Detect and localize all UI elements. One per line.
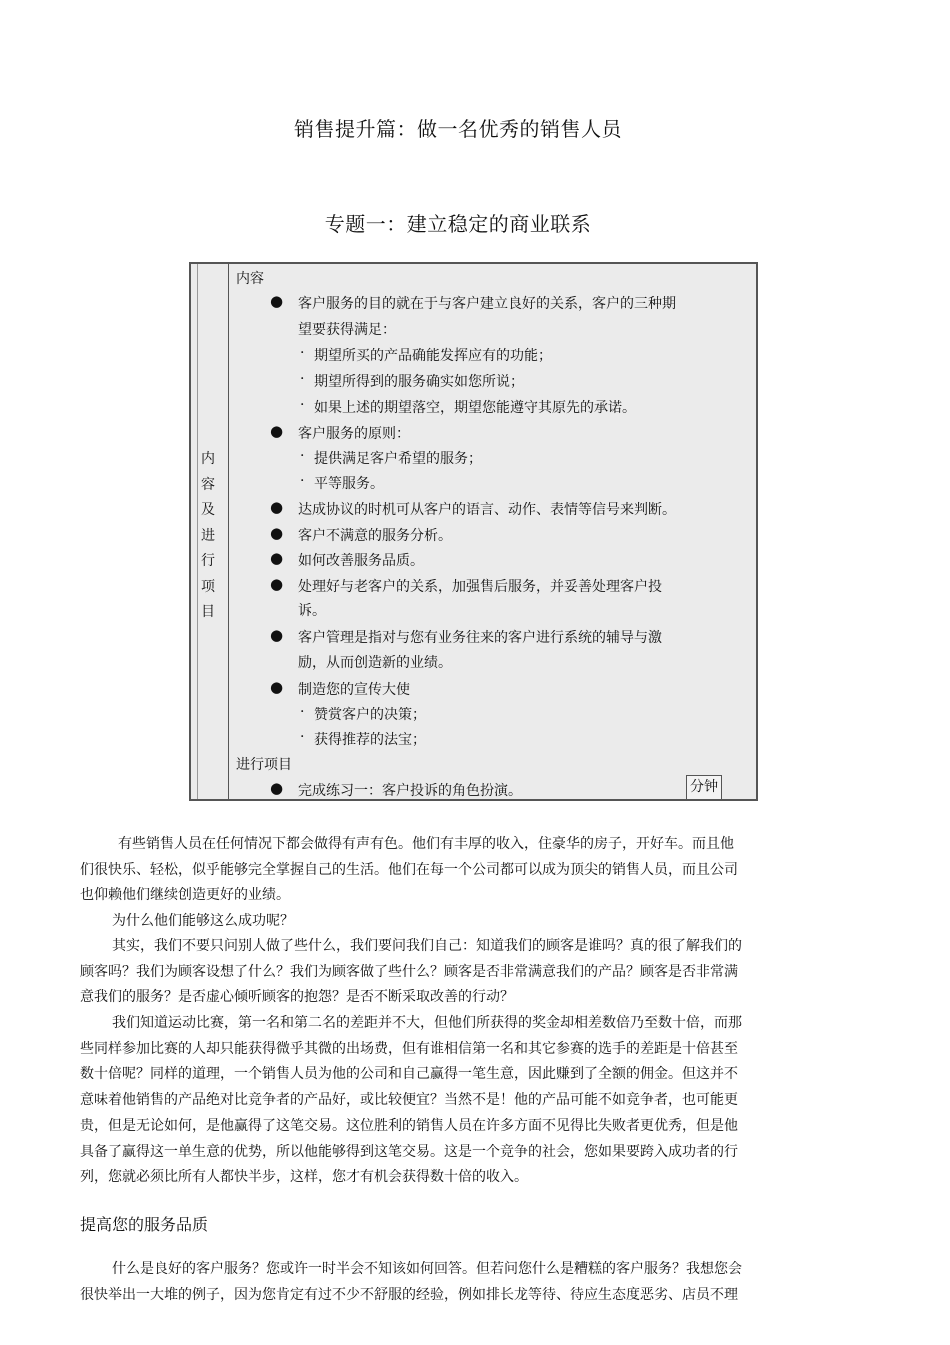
bullet-glyph: ● bbox=[270, 549, 284, 567]
paragraph-line: 顾客吗？我们为顾客设想了什么？我们为顾客做了些什么？顾客是否非常满意我们的产品？顾客是否非常满 bbox=[80, 963, 738, 980]
paragraph-line: 列，您就必须比所有人都快半步，这样，您才有机会获得数十倍的收入。 bbox=[80, 1169, 528, 1186]
paragraph-line: 些同样参加比赛的人却只能获得微乎其微的出场费，但有谁相信第一名和其它参赛的选手的差距是十倍甚至 bbox=[80, 1040, 738, 1057]
paragraph-line: 很快举出一大堆的例子，因为您肯定有过不少不舒服的经验，例如排长龙等待、待应生态度恶劣、店员不理 bbox=[80, 1286, 738, 1303]
dot-glyph: · bbox=[300, 397, 305, 413]
paragraph bbox=[80, 934, 785, 1011]
paragraph-line: 意我们的服务？是否虚心倾听顾客的抱怨？是否不断采取改善的行动？ bbox=[80, 989, 514, 1006]
dot-glyph: · bbox=[300, 704, 305, 720]
paragraph-line: 我们知道运动比赛，第一名和第二名的差距并不大，但他们所获得的奖金却相差数倍乃至数十倍，而那 bbox=[112, 1015, 742, 1031]
paragraph-line: 具备了赢得这一单生意的优势，所以他能够得到这笔交易。这是一个竞争的社会，您如果要跨入成功者的行 bbox=[80, 1143, 738, 1160]
side-label-char: 内 bbox=[201, 451, 215, 467]
project-label: 进行项目 bbox=[236, 757, 292, 773]
bullet-item: 客户不满意的服务分析。 bbox=[298, 528, 452, 544]
bullet-glyph: ● bbox=[270, 678, 284, 696]
dot-glyph: · bbox=[300, 448, 305, 464]
content-box bbox=[189, 262, 758, 801]
side-column bbox=[191, 264, 229, 799]
paragraph-line: 意味着他销售的产品绝对比竞争者的产品好，或比较便宜？当然不是！他的产品可能不如竞争者，也可能更 bbox=[80, 1092, 738, 1109]
paragraph bbox=[80, 1257, 785, 1308]
content-label: 内容 bbox=[236, 271, 264, 287]
page-title: 销售提升篇：做一名优秀的销售人员 bbox=[294, 117, 622, 141]
sub-item: 期望所买的产品确能发挥应有的功能； bbox=[314, 348, 552, 364]
dot-glyph: · bbox=[300, 345, 305, 361]
paragraph-line: 贵，但是无论如何，是他赢得了这笔交易。这位胜利的销售人员在许多方面不见得比失败者更优秀，但是他 bbox=[80, 1117, 738, 1134]
paragraph-line: 为什么他们能够这么成功呢？ bbox=[112, 913, 294, 929]
bullet-continuation: 诉。 bbox=[298, 603, 326, 619]
bullet-continuation: 励，从而创造新的业绩。 bbox=[298, 655, 452, 671]
minutes-box: 分钟 bbox=[686, 775, 722, 800]
side-label-char: 进 bbox=[201, 527, 215, 544]
bullet-item: 客户服务的原则： bbox=[298, 426, 410, 442]
bullet-item: 达成协议的时机可从客户的语言、动作、表情等信号来判断。 bbox=[298, 502, 676, 518]
paragraph bbox=[80, 832, 785, 909]
side-label-char: 目 bbox=[201, 604, 215, 620]
paragraph bbox=[80, 1011, 785, 1191]
bullet-glyph: ● bbox=[270, 626, 284, 644]
dot-glyph: · bbox=[300, 371, 305, 387]
side-label-char: 项 bbox=[201, 578, 215, 595]
sub-item: 获得推荐的法宝； bbox=[314, 732, 426, 748]
paragraph-line: 有些销售人员在任何情况下都会做得有声有色。他们有丰厚的收入，住豪华的房子，开好车。而且他 bbox=[118, 836, 734, 852]
bullet-glyph: ● bbox=[270, 292, 284, 310]
paragraph-line: 数十倍呢？同样的道理，一个销售人员为他的公司和自己赢得一笔生意，因此赚到了全额的佣金。但这并不 bbox=[80, 1066, 738, 1083]
project-bullet: ● bbox=[270, 779, 284, 797]
paragraph-line: 什么是良好的客户服务？您或许一时半会不知该如何回答。但若问您什么是糟糕的客户服务？我想您会 bbox=[112, 1261, 742, 1277]
paragraph-line: 们很快乐、轻松，似乎能够完全掌握自己的生活。他们在每一个公司都可以成为顶尖的销售人员，而且公司 bbox=[80, 861, 738, 878]
sub-item: 平等服务。 bbox=[314, 476, 384, 492]
bullet-item: 客户服务的目的就在于与客户建立良好的关系，客户的三种期 bbox=[298, 296, 676, 312]
paragraph bbox=[80, 909, 785, 935]
side-label-char: 行 bbox=[201, 553, 215, 569]
side-label-char: 及 bbox=[201, 502, 215, 518]
sub-item: 期望所得到的服务确实如您所说； bbox=[314, 374, 524, 390]
bullet-continuation: 望要获得满足： bbox=[298, 322, 396, 338]
bullet-item: 客户管理是指对与您有业务往来的客户进行系统的辅导与激 bbox=[298, 630, 662, 646]
bullet-glyph: ● bbox=[270, 422, 284, 440]
sub-item: 赞赏客户的决策； bbox=[314, 707, 426, 723]
side-label-char: 容 bbox=[201, 476, 215, 493]
sub-item: 如果上述的期望落空，期望您能遵守其原先的承诺。 bbox=[314, 400, 636, 416]
dot-glyph: · bbox=[300, 473, 305, 489]
side-label bbox=[199, 447, 217, 626]
bullet-glyph: ● bbox=[270, 498, 284, 516]
bullet-item: 如何改善服务品质。 bbox=[298, 553, 424, 569]
bullet-glyph: ● bbox=[270, 524, 284, 542]
bullet-glyph: ● bbox=[270, 575, 284, 593]
bullet-item: 制造您的宣传大使 bbox=[298, 682, 410, 698]
topic-title: 专题一：建立稳定的商业联系 bbox=[324, 212, 592, 236]
bullet-item: 处理好与老客户的关系，加强售后服务，并妥善处理客户投 bbox=[298, 579, 662, 595]
paragraph-line: 也仰赖他们继续创造更好的业绩。 bbox=[80, 887, 290, 904]
sub-item: 提供满足客户希望的服务； bbox=[314, 451, 482, 467]
project-item: 完成练习一：客户投诉的角色扮演。 bbox=[298, 783, 522, 799]
section-heading: 提高您的服务品质 bbox=[80, 1215, 209, 1234]
dot-glyph: · bbox=[300, 729, 305, 745]
paragraph-line: 其实，我们不要只问别人做了些什么，我们要问我们自己：知道我们的顾客是谁吗？真的很了解我们的 bbox=[112, 938, 742, 954]
